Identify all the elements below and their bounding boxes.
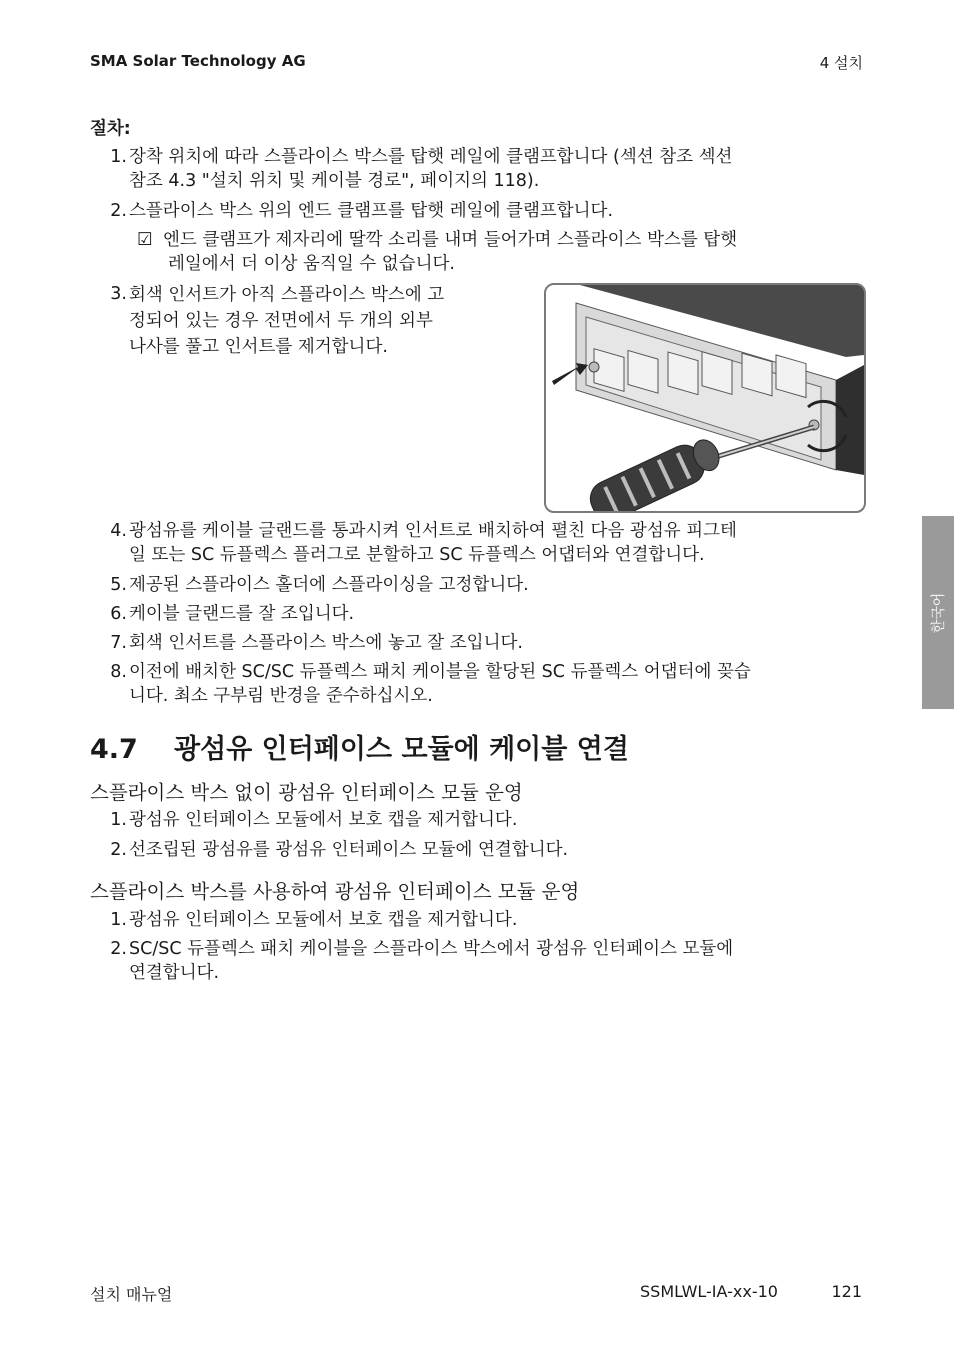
language-side-tab [922, 516, 954, 709]
step-line: 스플라이스 박스 위의 엔드 클램프를 탑햇 레일에 클램프합니다. [129, 201, 614, 221]
step-line: 일 또는 SC 듀플렉스 플러그로 분할하고 SC 듀플렉스 어댑터와 연결합니다. [129, 545, 705, 565]
step-number: 5. [110, 575, 127, 595]
splice-box-illustration [544, 283, 866, 513]
step-number: 1. [110, 810, 127, 830]
language-tab-label: 한국어 [931, 592, 947, 633]
step-line: 제공된 스플라이스 홀더에 스플라이싱을 고정합니다. [129, 575, 529, 595]
step-line: 회색 인서트를 스플라이스 박스에 놓고 잘 조입니다. [129, 633, 523, 653]
step-2-result [137, 228, 737, 276]
step-line: 이전에 배치한 SC/SC 듀플렉스 패치 케이블을 할당된 SC 듀플렉스 어댑터에 꽂습 [129, 662, 751, 682]
step-number: 2. [110, 939, 127, 959]
step-number: 6. [110, 604, 127, 624]
step-number: 2. [110, 201, 127, 221]
step-line: 장착 위치에 따라 스플라이스 박스를 탑햇 레일에 클램프합니다 (섹션 참조 섹션 [129, 147, 733, 167]
footer-page-number: 121 [831, 1282, 862, 1301]
step-number: 3. [110, 284, 127, 304]
section-number: 4.7 [90, 734, 138, 765]
section-heading [90, 727, 629, 766]
step-number: 8. [110, 662, 127, 682]
step-number: 2. [110, 840, 127, 860]
step-line: 니다. 최소 구부림 반경을 준수하십시오. [129, 686, 433, 706]
result-line: 엔드 클램프가 제자리에 딸깍 소리를 내며 들어가며 스플라이스 박스를 탑햇 [163, 230, 738, 250]
footer-manual-title: 설치 매뉴얼 [90, 1285, 173, 1304]
step-line: 연결합니다. [129, 963, 220, 983]
step-line: 케이블 글랜드를 잘 조입니다. [129, 604, 355, 624]
step-line: 광섬유 인터페이스 모듈에서 보호 캡을 제거합니다. [129, 810, 518, 830]
step-number: 1. [110, 910, 127, 930]
step-line: 참조 4.3 "설치 위치 및 케이블 경로", 페이지의 118). [129, 171, 540, 191]
step-line: 광섬유를 케이블 글랜드를 통과시켜 인서트로 배치하여 펼친 다음 광섬유 피그테 [129, 521, 737, 541]
checkbox-checked-icon: ☑ [137, 230, 153, 250]
step-line: SC/SC 듀플렉스 패치 케이블을 스플라이스 박스에서 광섬유 인터페이스 모듈에 [129, 939, 734, 959]
header-company: SMA Solar Technology AG [90, 52, 306, 70]
section-title: 광섬유 인터페이스 모듈에 케이블 연결 [174, 734, 629, 765]
procedure-label: 절차: [90, 119, 131, 139]
step-line: 광섬유 인터페이스 모듈에서 보호 캡을 제거합니다. [129, 910, 518, 930]
subsection-heading: 스플라이스 박스를 사용하여 광섬유 인터페이스 모듈 운영 [90, 880, 580, 903]
step-line: 정되어 있는 경우 전면에서 두 개의 외부 [129, 311, 433, 331]
step-number: 1. [110, 147, 127, 167]
step-line: 나사를 풀고 인서트를 제거합니다. [129, 337, 388, 357]
subsection-heading: 스플라이스 박스 없이 광섬유 인터페이스 모듈 운영 [90, 781, 523, 804]
step-number: 7. [110, 633, 127, 653]
header-chapter: 4 설치 [819, 54, 863, 72]
step-line: 선조립된 광섬유를 광섬유 인터페이스 모듈에 연결합니다. [129, 840, 569, 860]
footer-doc-code: SSMLWL-IA-xx-10 [640, 1282, 778, 1301]
step-number: 4. [110, 521, 127, 541]
step-line: 회색 인서트가 아직 스플라이스 박스에 고 [129, 285, 445, 305]
result-line: 레일에서 더 이상 움직일 수 없습니다. [168, 254, 455, 274]
